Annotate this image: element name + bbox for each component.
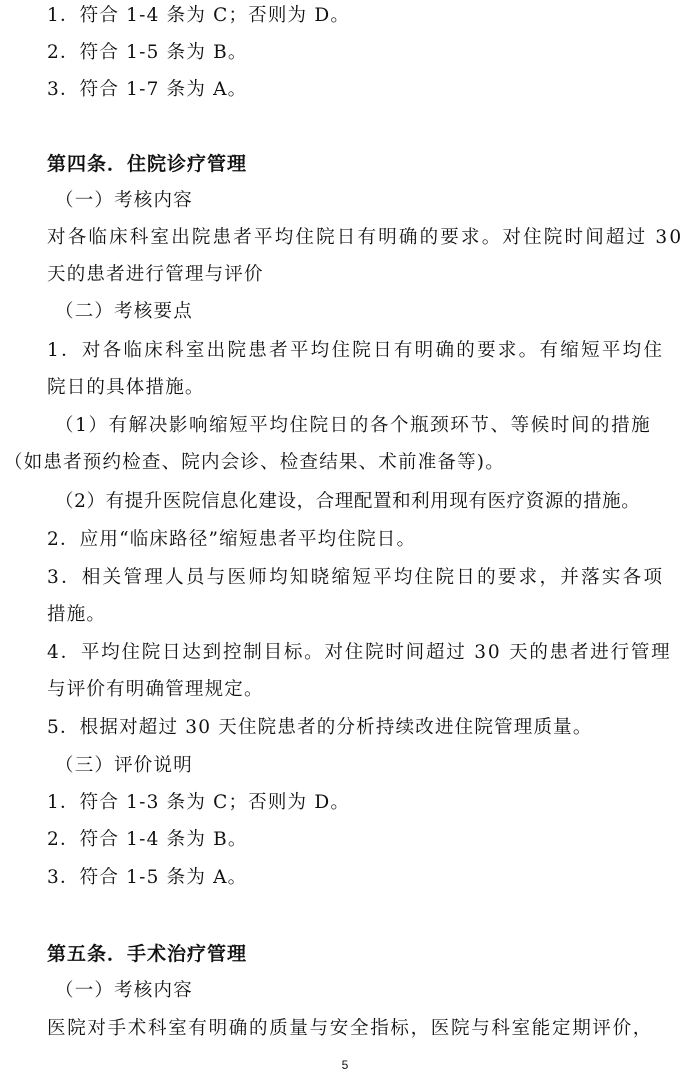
criteria-line: 3．符合 1-5 条为 A。 — [47, 867, 248, 888]
paragraph-line: （2）有提升医院信息化建设，合理配置和利用现有医疗资源的措施。 — [55, 491, 641, 512]
criteria-line: 1．符合 1-3 条为 C；否则为 D。 — [47, 792, 351, 813]
subsection-heading: （二）考核要点 — [55, 301, 193, 322]
subsection-heading: （三）评价说明 — [55, 755, 193, 776]
paragraph-line: 措施。 — [47, 604, 107, 625]
paragraph-line: 天的患者进行管理与评价 — [47, 264, 264, 285]
paragraph-line: 2．应用“临床路径”缩短患者平均住院日。 — [47, 529, 417, 550]
paragraph-line: 医院对手术科室有明确的质量与安全指标，医院与科室能定期评价， — [47, 1018, 654, 1039]
page-number: 5 — [341, 1058, 349, 1072]
criteria-line: 2．符合 1-5 条为 B。 — [47, 42, 248, 63]
section-heading: 第五条．手术治疗管理 — [47, 943, 248, 965]
paragraph-line: （如患者预约检查、院内会诊、检查结果、术前准备等)。 — [4, 452, 505, 473]
paragraph-line: 4．平均住院日达到控制目标。对住院时间超过 30 天的患者进行管理 — [47, 642, 672, 663]
paragraph-line: 5．根据对超过 30 天住院患者的分析持续改进住院管理质量。 — [47, 717, 593, 738]
paragraph-line: 3．相关管理人员与医师均知晓缩短平均住院日的要求，并落实各项 — [47, 567, 665, 588]
subsection-heading: （一）考核内容 — [55, 190, 193, 211]
criteria-line: 3．符合 1-7 条为 A。 — [47, 79, 248, 100]
paragraph-line: 对各临床科室出院患者平均住院日有明确的要求。对住院时间超过 30 — [47, 227, 684, 248]
section-heading: 第四条．住院诊疗管理 — [47, 153, 248, 175]
paragraph-line: 与评价有明确管理规定。 — [47, 679, 264, 700]
paragraph-line: （1）有解决影响缩短平均住院日的各个瓶颈环节、等候时间的措施 — [55, 415, 652, 436]
paragraph-line: 院日的具体措施。 — [47, 377, 205, 398]
criteria-line: 2．符合 1-4 条为 B。 — [47, 829, 248, 850]
criteria-line: 1．符合 1-4 条为 C；否则为 D。 — [47, 5, 351, 26]
subsection-heading: （一）考核内容 — [55, 980, 193, 1001]
paragraph-line: 1．对各临床科室出院患者平均住院日有明确的要求。有缩短平均住 — [47, 340, 665, 361]
